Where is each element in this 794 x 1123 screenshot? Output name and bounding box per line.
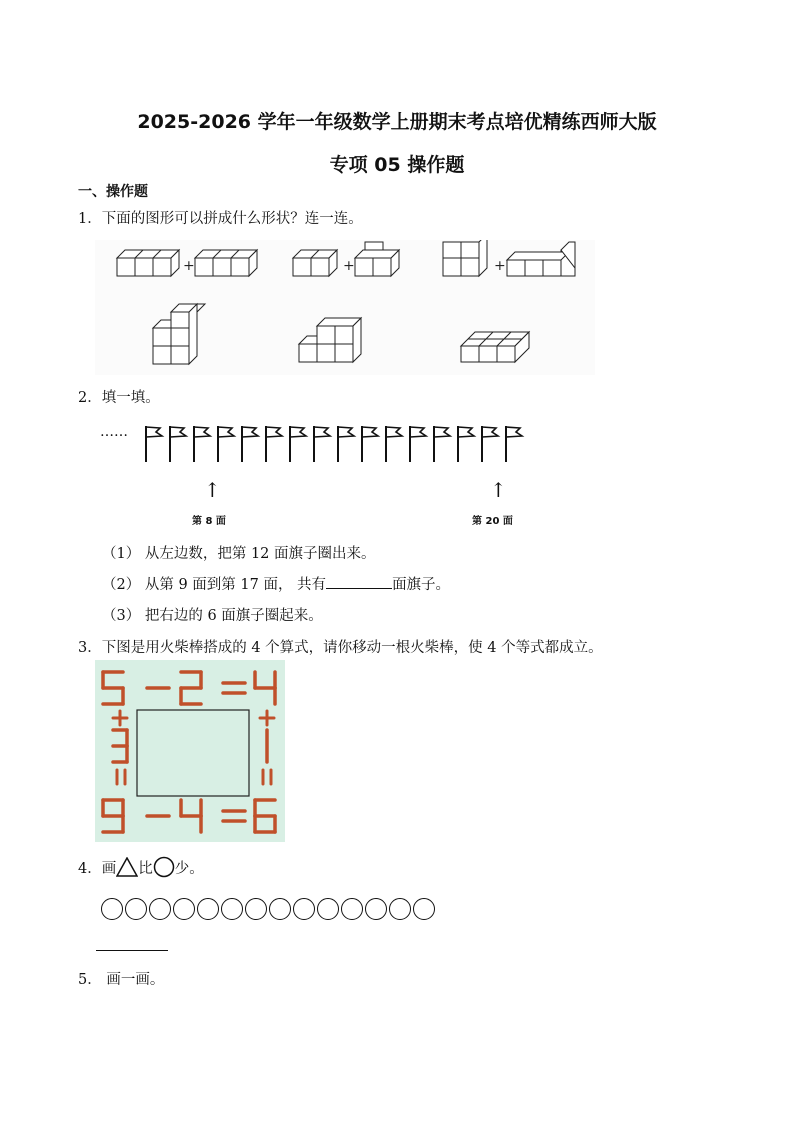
triangle-icon [116,857,138,877]
question-2-text: 2．填一填。 [78,390,160,406]
q2-answer-blank[interactable] [326,573,392,589]
flag[interactable] [434,426,450,462]
arrow-left: ↑ [204,478,221,502]
flag-row [100,420,540,470]
q4-suffix: 少。 [174,860,204,877]
q1-plus-1: + [183,258,195,274]
flag[interactable] [218,426,234,462]
q2-sub2-after: 面旗子。 [392,577,451,593]
circle-row [101,898,435,920]
circle-item [101,898,123,920]
circle-item [317,898,339,920]
circle-item [389,898,411,920]
question-5-text: 5． 画一画。 [78,972,165,988]
q1-blocks-svg [95,240,595,375]
flags-svg [140,420,540,468]
circle-item [293,898,315,920]
question-1-text: 1．下面的图形可以拼成什么形状？连一连。 [78,211,363,227]
flag[interactable] [194,426,210,462]
page-title: 2025-2026 学年一年级数学上册期末考点培优精练西师大版 [137,111,657,133]
q2-sub1: （1） 从左边数，把第 12 面旗子圈出来。 [102,546,376,562]
circle-item [221,898,243,920]
circle-item [269,898,291,920]
section-heading: 一、操作题 [78,184,148,200]
flag[interactable] [362,426,378,462]
flag[interactable] [506,426,522,462]
q4-prefix: 4．画 [78,860,117,877]
flag[interactable] [146,426,162,462]
circle-item [173,898,195,920]
flag[interactable] [170,426,186,462]
circle-item [197,898,219,920]
q1-top-right-pieces [443,240,575,276]
q1-bottom-middle-shape [299,318,361,362]
circle-item [149,898,171,920]
q2-sub3: （3） 把右边的 6 面旗子圈起来。 [102,608,323,624]
flag[interactable] [482,426,498,462]
circle-icon [153,856,175,878]
question-4-text [78,856,204,878]
matchstick-svg [95,660,285,842]
circle-item [413,898,435,920]
q1-plus-2: + [343,258,355,274]
q4-middle: 比 [138,860,153,877]
question-3-text: 3．下图是用火柴棒搭成的 4 个算式，请你移动一根火柴棒，使 4 个等式都成立。 [78,640,603,656]
flag[interactable] [266,426,282,462]
flag[interactable] [338,426,354,462]
arrow-right: ↑ [490,478,507,502]
q4-answer-line[interactable] [96,950,168,951]
flag[interactable] [314,426,330,462]
q1-bottom-right-shape [461,332,529,362]
label-flag-8: 第 8 面 [192,516,226,527]
q2-sub2 [102,573,450,594]
circle-item [341,898,363,920]
label-flag-20: 第 20 面 [472,516,513,527]
flag[interactable] [386,426,402,462]
q2-sub2-before: （2） 从第 9 面到第 17 面， 共有 [102,577,327,593]
q1-figure [95,240,595,375]
q1-bottom-left-shape [153,304,205,364]
flag-dots: …… [100,424,128,440]
page-subtitle: 专项 05 操作题 [329,154,465,176]
circle-item [365,898,387,920]
flag[interactable] [290,426,306,462]
circle-item [245,898,267,920]
circle-item [125,898,147,920]
flag[interactable] [242,426,258,462]
flag[interactable] [410,426,426,462]
flag[interactable] [458,426,474,462]
matchstick-puzzle [95,660,285,842]
q1-plus-3: + [494,258,506,274]
